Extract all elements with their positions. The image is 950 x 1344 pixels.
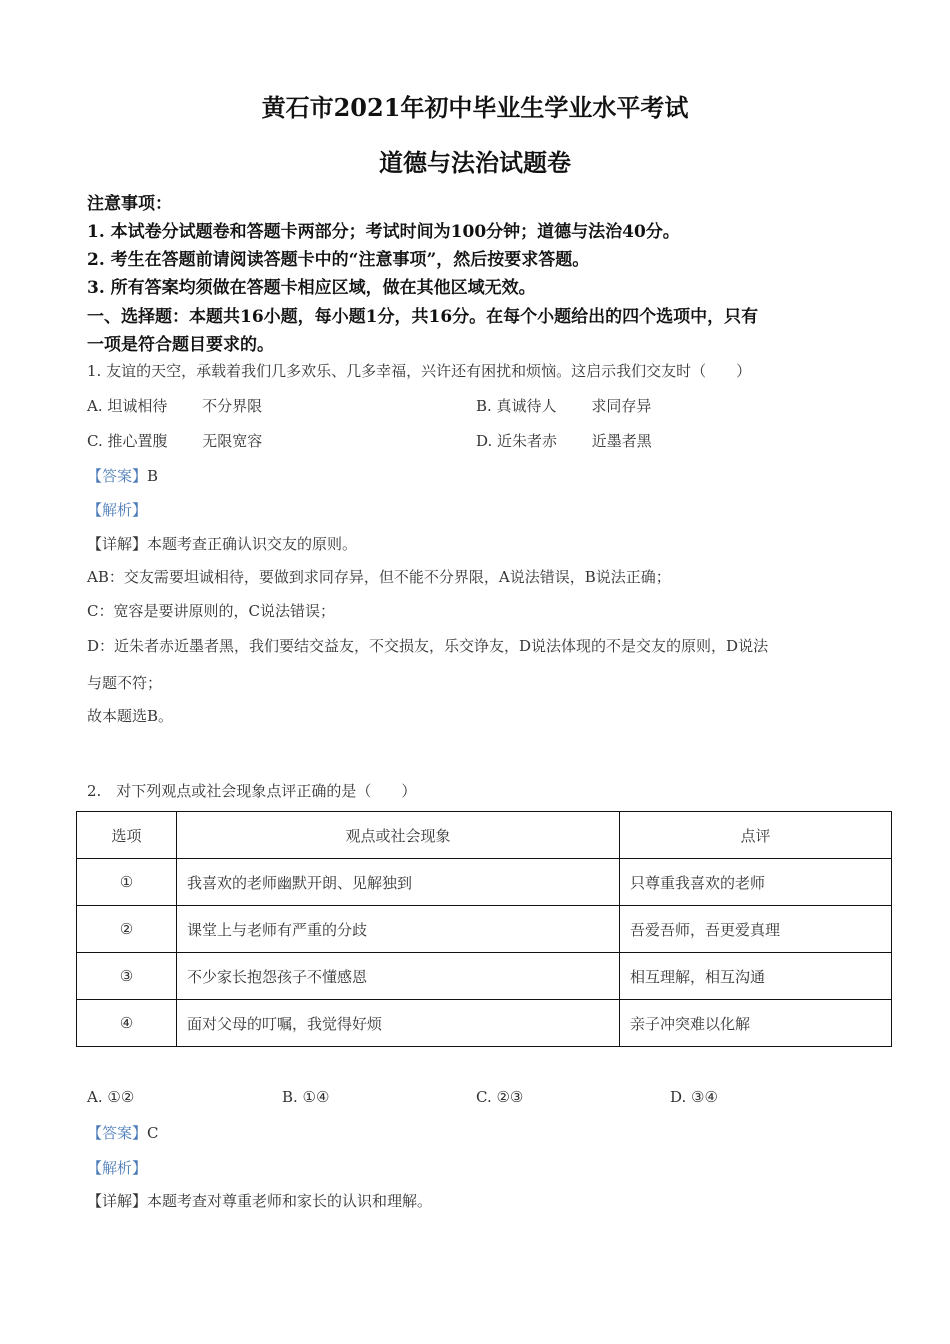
q1-analysis-line-1: AB：交友需要坦诚相待，要做到求同存异，但不能不分界限，A说法错误，B说法正确； [87, 568, 671, 586]
note-item-1: 1. 本试卷分试题卷和答题卡两部分；考试时间为100分钟；道德与法治40分。 [87, 222, 680, 242]
note-item-2: 2. 考生在答题前请阅读答题卡中的“注意事项”，然后按要求答题。 [87, 250, 590, 270]
table-row [77, 906, 892, 953]
q2-option-d: D. ③④ [670, 1088, 718, 1106]
table-cell: 课堂上与老师有严重的分歧 [177, 906, 620, 953]
table-cell: 只尊重我喜欢的老师 [620, 859, 892, 906]
q1-option-b: B. 真诚待人 求同存异 [476, 397, 652, 415]
table-cell: 不少家长抱怨孩子不懂感恩 [177, 953, 620, 1000]
q1-option-a: A. 坦诚相待 不分界限 [87, 397, 263, 415]
table-header: 点评 [620, 812, 892, 859]
q1-analysis-line-5: 故本题选B。 [87, 707, 174, 725]
q1-analysis-line-3: D：近朱者赤近墨者黑，我们要结交益友，不交损友，乐交诤友，D说法体现的不是交友的原则，D说法 [87, 637, 769, 655]
q1-option-d: D. 近朱者赤 近墨者黑 [476, 432, 652, 450]
table-cell: ④ [77, 1000, 177, 1047]
table-row [77, 953, 892, 1000]
q2-option-c: C. ②③ [476, 1088, 524, 1106]
q1-analysis-tag: 【解析】 [87, 501, 148, 519]
table-cell: 相互理解，相互沟通 [620, 953, 892, 1000]
table-row [77, 859, 892, 906]
answer-tag: 【答案】 [87, 467, 148, 485]
q1-analysis-line-4: 与题不符； [87, 674, 163, 692]
answer-value: B [147, 467, 159, 485]
table-header: 选项 [77, 812, 177, 859]
table-cell: 我喜欢的老师幽默开朗、见解独到 [177, 859, 620, 906]
q2-option-b: B. ①④ [282, 1088, 330, 1106]
table-cell: 吾爱吾师，吾更爱真理 [620, 906, 892, 953]
table-cell: 面对父母的叮嘱，我觉得好烦 [177, 1000, 620, 1047]
q2-analysis-tag: 【解析】 [87, 1159, 148, 1177]
notes-heading: 注意事项： [87, 194, 172, 214]
answer-value: C [147, 1124, 159, 1142]
table-cell: ③ [77, 953, 177, 1000]
q2-table [76, 811, 892, 1047]
exam-title: 黄石市2021年初中毕业生学业水平考试 [261, 93, 689, 122]
q1-detail: 【详解】本题考查正确认识交友的原则。 [87, 535, 358, 553]
exam-subtitle: 道德与法治试题卷 [379, 148, 571, 177]
q2-answer [87, 1122, 159, 1143]
q1-answer [87, 465, 158, 486]
q1-analysis-line-2: C：宽容是要讲原则的，C说法错误； [87, 602, 335, 620]
answer-tag: 【答案】 [87, 1124, 148, 1142]
q1-option-c: C. 推心置腹 无限宽容 [87, 432, 263, 450]
note-item-3: 3. 所有答案均须做在答题卡相应区域，做在其他区域无效。 [87, 278, 536, 298]
table-cell: ② [77, 906, 177, 953]
table-header: 观点或社会现象 [177, 812, 620, 859]
table-header-row [77, 812, 892, 859]
q1-stem: 1. 友谊的天空，承载着我们几多欢乐、几多幸福，兴许还有困扰和烦恼。这启示我们交友时（ ） [87, 362, 752, 380]
section-heading-line2: 一项是符合题目要求的。 [87, 335, 274, 355]
table-row [77, 1000, 892, 1047]
table-cell: ① [77, 859, 177, 906]
table-cell: 亲子冲突难以化解 [620, 1000, 892, 1047]
q2-option-a: A. ①② [87, 1088, 135, 1106]
q2-stem: 2. 对下列观点或社会现象点评正确的是（ ） [87, 782, 417, 800]
section-heading-line1: 一、选择题：本题共16小题，每小题1分，共16分。在每个小题给出的四个选项中，只有 [87, 307, 759, 327]
q2-detail: 【详解】本题考查对尊重老师和家长的认识和理解。 [87, 1192, 433, 1210]
